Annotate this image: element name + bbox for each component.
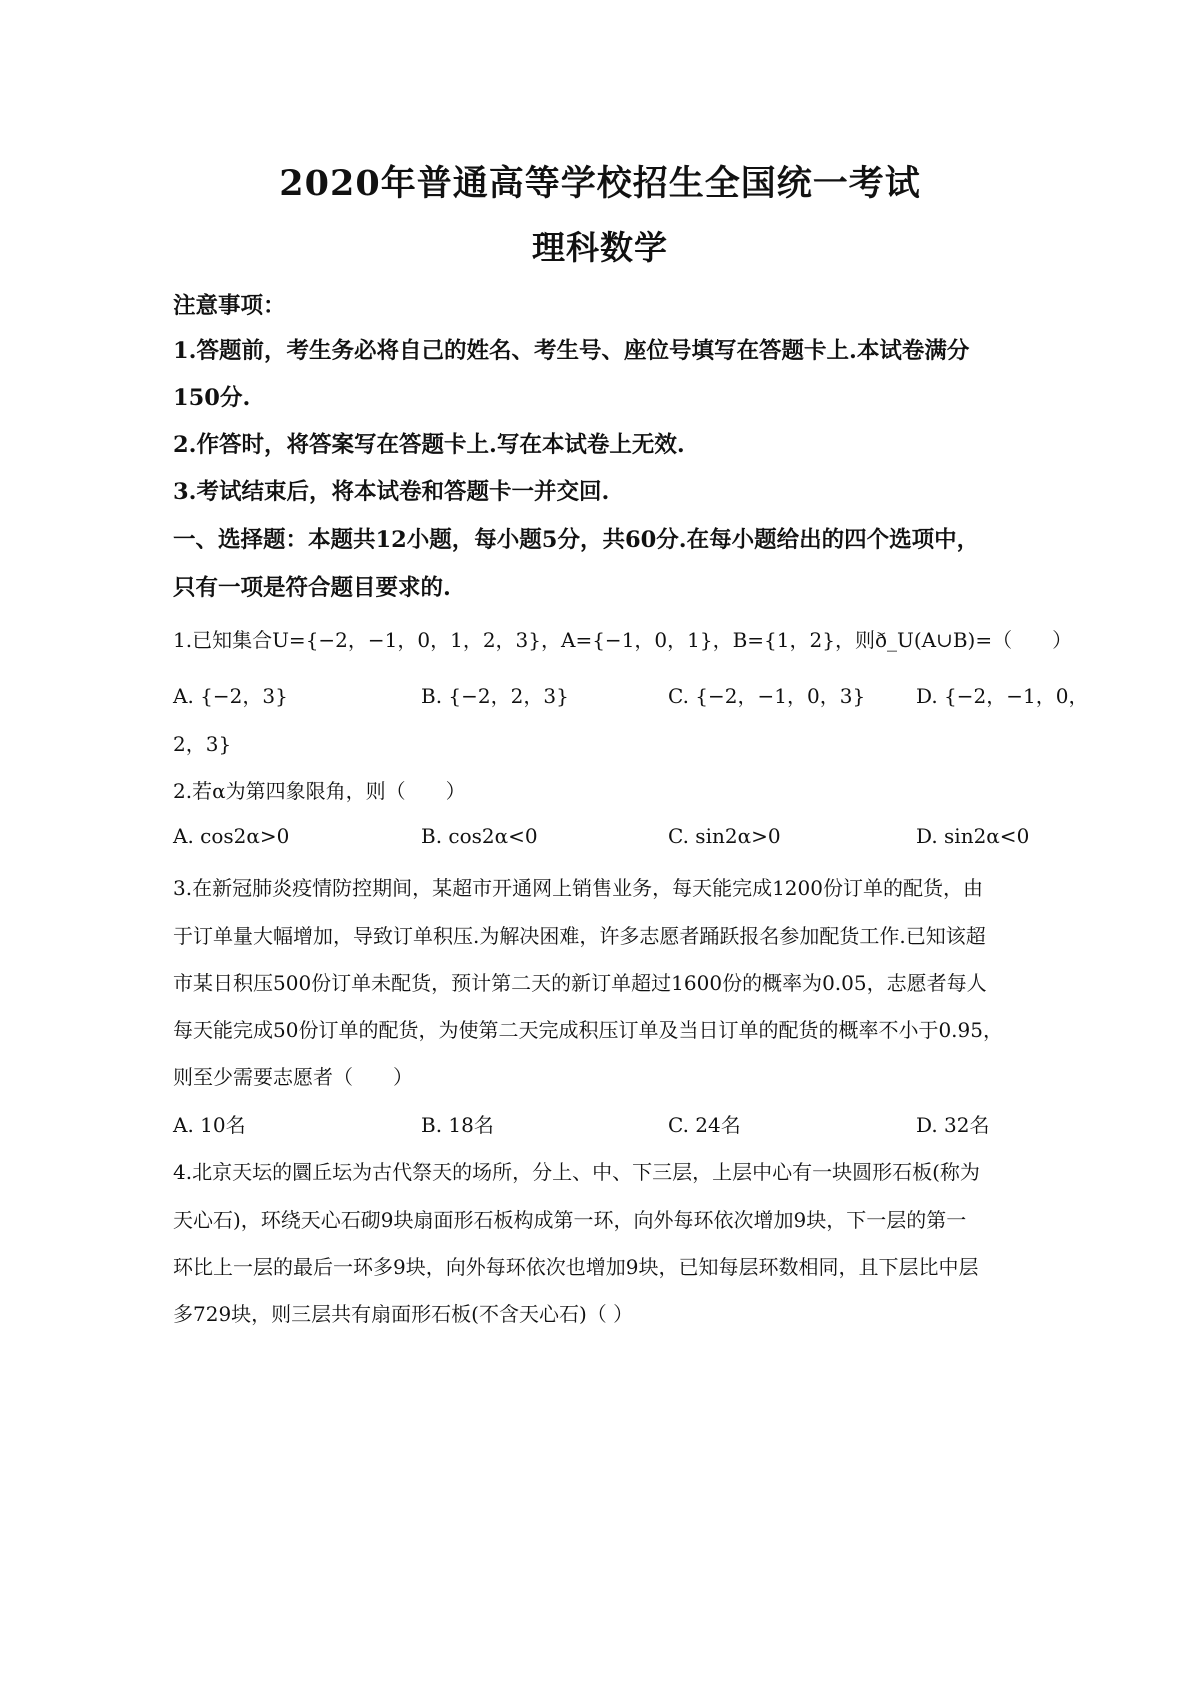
question-3-stem-line-1: 3.在新冠肺炎疫情防控期间，某超市开通网上销售业务，每天能完成1200份订单的配货，由 xyxy=(173,876,983,900)
question-1-option-d-cont: 2，3} xyxy=(173,732,232,756)
question-3-stem-line-4: 每天能完成50份订单的配货，为使第二天完成积压订单及当日订单的配货的概率不小于0.95， xyxy=(173,1018,1003,1042)
question-1-option-d: D. {−2，−1，0， xyxy=(916,684,1089,708)
question-3-option-c: C. 24名 xyxy=(668,1113,741,1137)
exam-title: 2020年普通高等学校招生全国统一考试 xyxy=(279,163,921,204)
notice-item-1: 1.答题前，考生务必将自己的姓名、考生号、座位号填写在答题卡上.本试卷满分 xyxy=(173,338,970,364)
exam-subject: 理科数学 xyxy=(532,228,668,267)
question-1-option-a: A. {−2，3} xyxy=(173,684,288,708)
question-3-option-a: A. 10名 xyxy=(173,1113,246,1137)
question-1-option-c: C. {−2，−1，0，3} xyxy=(668,684,866,708)
question-4-stem-line-4: 多729块，则三层共有扇面形石板(不含天心石)（ ） xyxy=(173,1302,634,1326)
section-heading-cont: 只有一项是符合题目要求的. xyxy=(173,575,451,601)
section-heading: 一、选择题：本题共12小题，每小题5分，共60分.在每小题给出的四个选项中， xyxy=(173,527,980,553)
question-1-option-b: B. {−2，2，3} xyxy=(421,684,569,708)
notice-item-2: 2.作答时，将答案写在答题卡上.写在本试卷上无效. xyxy=(173,432,685,458)
question-2-option-d: D. sin2α<0 xyxy=(916,824,1030,848)
notice-item-1-cont: 150分. xyxy=(173,385,251,411)
question-1-stem: 1.已知集合U={−2，−1，0，1，2，3}，A={−1，0，1}，B={1，2}，则ð_U(A∪B)=（ ） xyxy=(173,628,1073,652)
question-4-stem-line-1: 4.北京天坛的圜丘坛为古代祭天的场所，分上、中、下三层，上层中心有一块圆形石板(称为 xyxy=(173,1160,980,1184)
question-2-option-a: A. cos2α>0 xyxy=(173,824,290,848)
question-3-option-d: D. 32名 xyxy=(916,1113,990,1137)
question-3-stem-line-2: 于订单量大幅增加，导致订单积压.为解决困难，许多志愿者踊跃报名参加配货工作.已知该超 xyxy=(173,924,986,948)
question-3-option-b: B. 18名 xyxy=(421,1113,494,1137)
question-4-stem-line-2: 天心石)，环绕天心石砌9块扇面形石板构成第一环，向外每环依次增加9块，下一层的第一 xyxy=(173,1208,967,1232)
question-2-option-c: C. sin2α>0 xyxy=(668,824,781,848)
question-3-stem-line-3: 市某日积压500份订单未配货，预计第二天的新订单超过1600份的概率为0.05，志愿者每人 xyxy=(173,971,987,995)
notice-item-3: 3.考试结束后，将本试卷和答题卡一并交回. xyxy=(173,479,610,505)
question-2-stem: 2.若α为第四象限角，则（ ） xyxy=(173,779,466,803)
question-4-stem-line-3: 环比上一层的最后一环多9块，向外每环依次也增加9块，已知每层环数相同，且下层比中层 xyxy=(173,1255,979,1279)
notice-heading: 注意事项： xyxy=(173,293,286,319)
question-2-option-b: B. cos2α<0 xyxy=(421,824,538,848)
question-3-stem-line-5: 则至少需要志愿者（ ） xyxy=(173,1065,413,1089)
